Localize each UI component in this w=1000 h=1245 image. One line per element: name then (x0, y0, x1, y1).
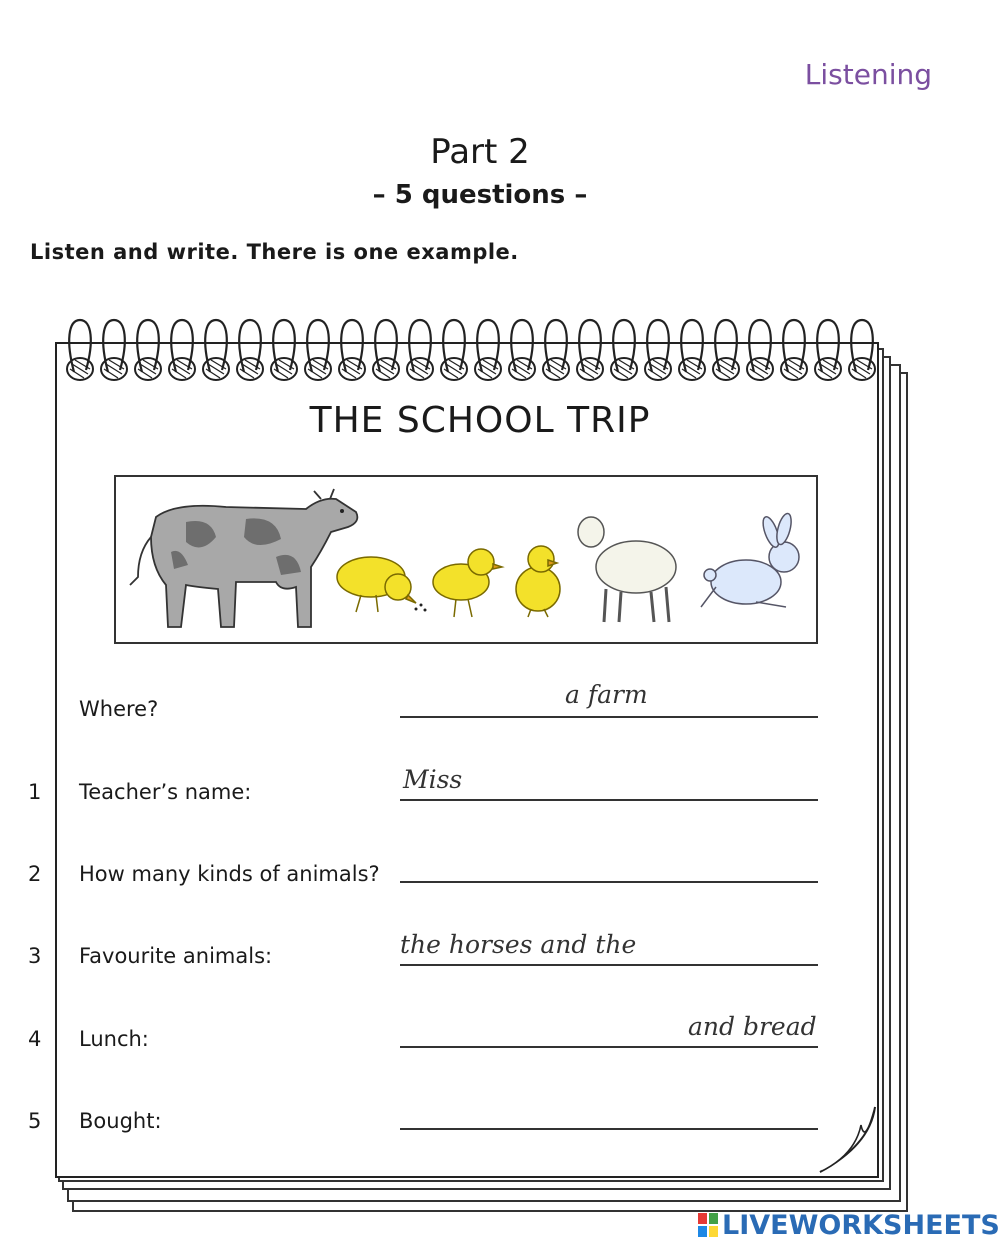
chick-icon (516, 546, 560, 617)
answer-text: a farm (565, 680, 648, 709)
answer-text: the horses and the (400, 930, 637, 959)
answer-line[interactable] (400, 1046, 818, 1048)
question-number: 3 (28, 944, 42, 968)
question-label: Lunch: (79, 1027, 149, 1051)
instructions: Listen and write. There is one example. (30, 240, 519, 264)
question-label: Where? (79, 697, 159, 721)
notebook-title: THE SCHOOL TRIP (309, 400, 651, 441)
answer-text: and bread (688, 1012, 817, 1041)
answer-line[interactable] (400, 881, 818, 883)
liveworksheets-logo[interactable] (697, 1208, 1000, 1242)
section-label: Listening (804, 58, 932, 91)
part-subtitle: – 5 questions – (372, 180, 588, 210)
part-title: Part 2 (430, 132, 530, 172)
answer-text: Miss (403, 765, 463, 794)
rabbit-icon (701, 512, 799, 607)
question-label: Bought: (79, 1109, 162, 1133)
question-label: Favourite animals: (79, 944, 273, 968)
animal-picture (114, 475, 818, 644)
chick-pecking-icon (337, 557, 427, 612)
spiral-binding (66, 312, 876, 392)
question-number: 5 (28, 1109, 42, 1133)
answer-line[interactable] (400, 716, 818, 718)
chick-icon (433, 549, 502, 617)
question-label: How many kinds of animals? (79, 862, 380, 886)
logo-text: LIVEWORKSHEETS (722, 1209, 1000, 1241)
answer-line[interactable] (400, 964, 818, 966)
answer-line[interactable] (400, 799, 818, 801)
question-label: Teacher’s name: (79, 780, 252, 804)
answer-line[interactable] (400, 1128, 818, 1130)
question-number: 1 (28, 780, 42, 804)
question-number: 2 (28, 862, 42, 886)
question-number: 4 (28, 1027, 42, 1051)
sheep-icon (578, 517, 676, 622)
logo-mark-icon (697, 1212, 719, 1238)
notebook-page (55, 342, 879, 1178)
page-curl-icon (815, 1105, 885, 1180)
cow-icon (130, 489, 357, 627)
